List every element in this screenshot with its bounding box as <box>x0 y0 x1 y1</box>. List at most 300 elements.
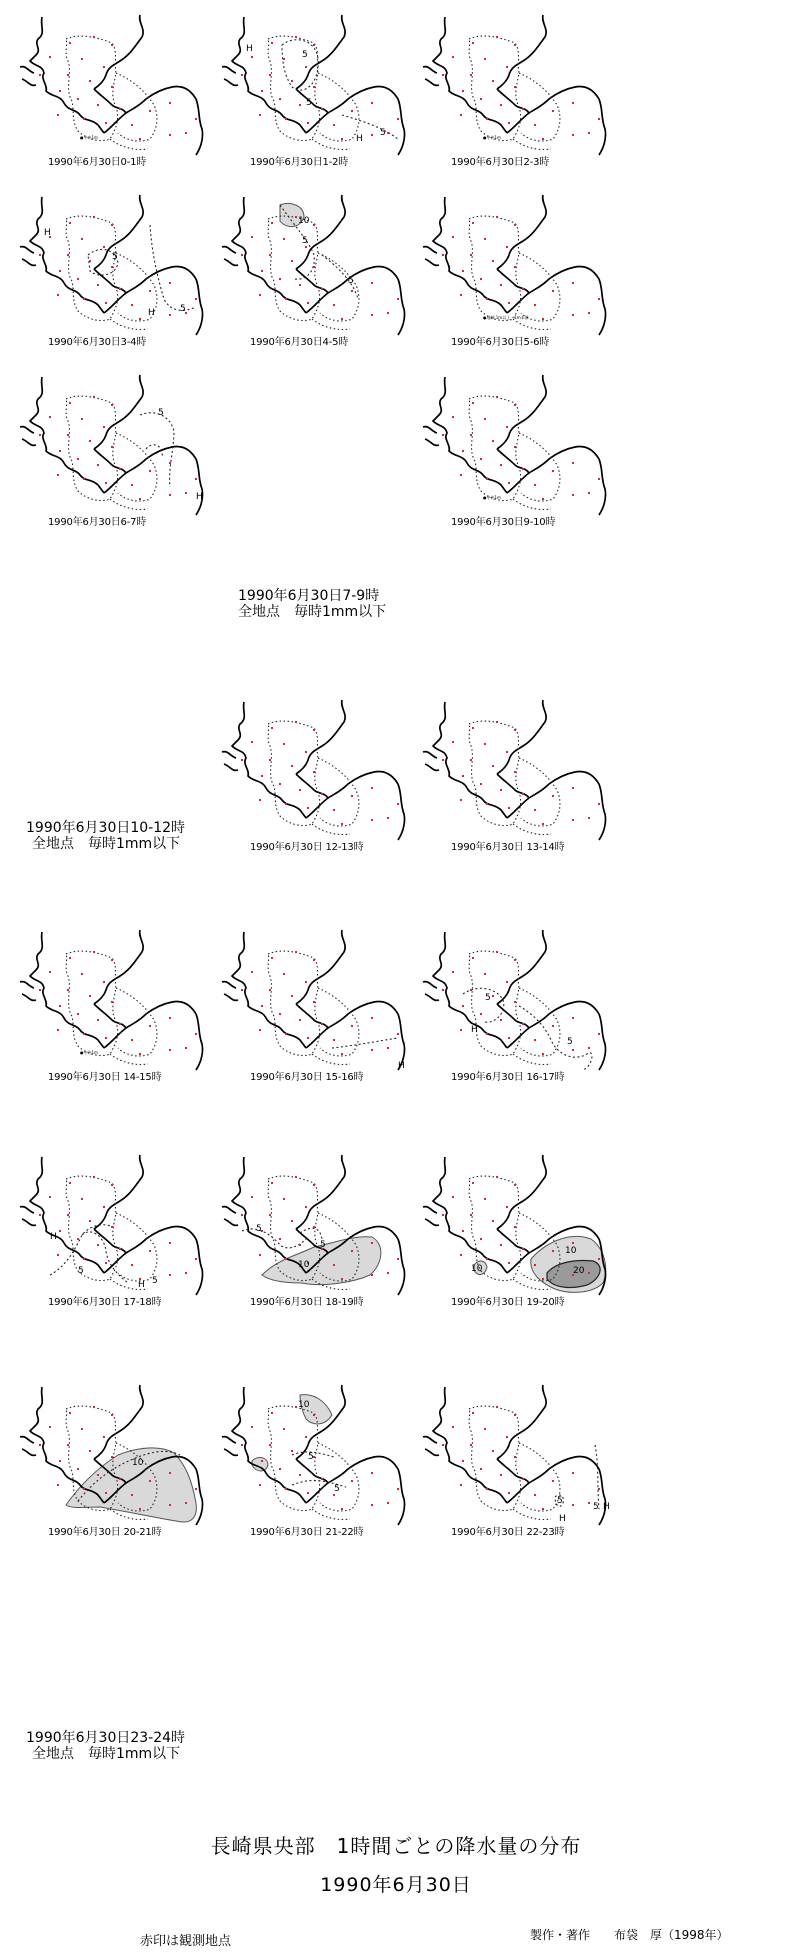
station-marker <box>39 434 41 436</box>
coastline <box>497 375 546 449</box>
map-svg <box>20 195 220 355</box>
panel-caption: 1990年6月30日9-10時 <box>451 517 556 528</box>
high-mark: H <box>398 1061 405 1071</box>
no-rain-note-23-24 <box>26 1730 185 1762</box>
coastline <box>497 195 546 269</box>
map-panel-9-10 <box>423 375 623 535</box>
station-marker <box>506 981 508 983</box>
station-marker <box>462 775 464 777</box>
station-marker <box>59 90 61 92</box>
coastline <box>423 752 439 771</box>
no-rain-note-10-12-date: 1990年6月30日10-12時 <box>26 820 186 836</box>
station-marker <box>500 104 502 106</box>
station-marker <box>105 1037 107 1039</box>
credit-line: 製作・著作 布袋 厚（1998年） <box>530 1928 729 1942</box>
coastline <box>423 247 439 266</box>
station-marker <box>598 803 600 805</box>
station-marker <box>598 1488 600 1490</box>
station-marker <box>534 124 536 126</box>
station-marker <box>452 971 454 973</box>
coastline <box>306 1002 405 1071</box>
station-marker <box>241 759 243 761</box>
station-marker <box>139 498 141 500</box>
station-marker <box>514 1001 516 1003</box>
map-panel-17-18 <box>20 1155 220 1315</box>
station-marker <box>442 759 444 761</box>
station-marker <box>514 1414 516 1416</box>
station-marker <box>111 1001 113 1003</box>
station-marker <box>285 1258 287 1260</box>
station-marker <box>83 1033 85 1035</box>
station-marker <box>506 66 508 68</box>
station-marker <box>522 1478 524 1480</box>
coastline <box>94 89 126 113</box>
station-marker <box>97 104 99 106</box>
map-panel-2-3 <box>423 15 623 175</box>
panel-caption: 1990年6月30日1-2時 <box>250 157 349 168</box>
station-marker <box>49 56 51 58</box>
station-marker <box>351 290 353 292</box>
station-marker <box>397 1033 399 1035</box>
station-marker <box>542 1508 544 1510</box>
station-marker <box>271 222 273 224</box>
station-marker <box>514 1456 516 1458</box>
district-boundary <box>110 139 148 150</box>
map-panel-13-14 <box>423 700 623 860</box>
coastline <box>94 1155 143 1229</box>
station-marker <box>169 1472 171 1474</box>
isohyet-label: 10 <box>298 1260 310 1270</box>
station-marker <box>291 765 293 767</box>
station-marker <box>480 98 482 100</box>
station-marker <box>103 1436 105 1438</box>
map-panel-6-7 <box>20 375 220 535</box>
max-station-note: ●中央1m <box>483 135 501 140</box>
coastline <box>306 267 405 336</box>
coastline <box>497 1229 529 1253</box>
station-marker <box>460 1484 462 1486</box>
coastline <box>423 1207 439 1226</box>
coastline <box>94 1004 126 1028</box>
station-marker <box>59 1230 61 1232</box>
map-svg <box>222 930 422 1090</box>
station-marker <box>305 981 307 983</box>
station-marker <box>462 1460 464 1462</box>
district-boundary <box>110 319 148 330</box>
station-marker <box>472 1182 474 1184</box>
station-marker <box>59 1005 61 1007</box>
station-marker <box>371 1017 373 1019</box>
station-marker <box>514 266 516 268</box>
station-marker <box>111 959 113 961</box>
district-boundary <box>469 1406 521 1511</box>
map-svg <box>222 1385 422 1545</box>
station-marker <box>442 1214 444 1216</box>
map-panel-5-6 <box>423 195 623 355</box>
station-marker <box>371 787 373 789</box>
station-marker <box>484 418 486 420</box>
station-marker <box>371 1472 373 1474</box>
station-marker <box>271 42 273 44</box>
coastline <box>497 15 546 89</box>
isohyet-label: 5 <box>256 1224 262 1234</box>
station-marker <box>351 1480 353 1482</box>
station-marker <box>81 1198 83 1200</box>
station-marker <box>572 102 574 104</box>
coastline <box>497 774 529 798</box>
station-marker <box>496 951 498 953</box>
isohyet-label: 10 <box>565 1246 577 1256</box>
station-marker <box>169 134 171 136</box>
station-marker <box>83 298 85 300</box>
station-marker <box>57 474 59 476</box>
district-boundary <box>469 36 521 141</box>
station-marker <box>500 1474 502 1476</box>
isohyet-label: 5 <box>152 1276 158 1286</box>
station-marker <box>460 294 462 296</box>
station-marker <box>283 973 285 975</box>
max-station-note: ●中央1m <box>80 135 98 140</box>
station-marker <box>131 1494 133 1496</box>
coastline <box>507 267 606 336</box>
station-marker <box>442 434 444 436</box>
station-marker <box>241 989 243 991</box>
station-marker <box>285 298 287 300</box>
station-marker <box>333 1494 335 1496</box>
station-marker <box>514 44 516 46</box>
station-marker <box>139 138 141 140</box>
station-marker <box>291 260 293 262</box>
station-marker <box>321 108 323 110</box>
isohyet-label: 5 <box>158 408 164 418</box>
station-marker <box>313 266 315 268</box>
map-panel-3-4 <box>20 195 220 355</box>
station-marker <box>105 1262 107 1264</box>
station-marker <box>480 1238 482 1240</box>
station-marker <box>397 298 399 300</box>
station-marker <box>506 1206 508 1208</box>
station-marker <box>139 318 141 320</box>
station-marker <box>522 793 524 795</box>
station-marker <box>496 36 498 38</box>
no-rain-note-7-9-date: 1990年6月30日7-9時 <box>238 588 380 604</box>
station-marker <box>169 282 171 284</box>
station-marker <box>111 86 113 88</box>
station-marker <box>470 254 472 256</box>
station-marker <box>103 981 105 983</box>
panel-caption: 1990年6月30日6-7時 <box>48 517 147 528</box>
station-marker <box>542 318 544 320</box>
station-marker <box>492 440 494 442</box>
isohyet-label: 5 <box>320 1240 326 1250</box>
station-marker <box>83 478 85 480</box>
station-marker <box>514 1184 516 1186</box>
station-marker <box>131 304 133 306</box>
station-marker <box>572 282 574 284</box>
station-marker <box>305 66 307 68</box>
station-marker <box>462 1230 464 1232</box>
station-marker <box>307 807 309 809</box>
no-rain-note-10-12 <box>26 820 185 852</box>
station-marker <box>149 110 151 112</box>
station-marker <box>195 478 197 480</box>
station-marker <box>105 302 107 304</box>
station-marker <box>131 484 133 486</box>
district-boundary <box>66 1176 118 1281</box>
station-marker <box>496 1176 498 1178</box>
station-marker <box>313 224 315 226</box>
coastline <box>497 89 529 113</box>
station-marker <box>285 118 287 120</box>
station-marker <box>251 741 253 743</box>
station-marker <box>89 260 91 262</box>
station-marker <box>486 478 488 480</box>
station-marker <box>261 90 263 92</box>
station-marker <box>305 751 307 753</box>
station-marker <box>169 314 171 316</box>
station-marker <box>307 1037 309 1039</box>
station-marker <box>283 238 285 240</box>
coastline <box>20 247 36 266</box>
station-marker <box>269 254 271 256</box>
station-marker <box>69 222 71 224</box>
district-boundary <box>513 139 551 150</box>
station-marker <box>59 450 61 452</box>
station-marker <box>269 759 271 761</box>
station-marker <box>169 1017 171 1019</box>
map-svg <box>20 1155 220 1315</box>
station-marker <box>333 124 335 126</box>
isohyet-line <box>282 40 318 90</box>
station-marker <box>195 118 197 120</box>
isohyet-label: 5 <box>334 1484 340 1494</box>
station-marker <box>283 1428 285 1430</box>
panel-caption: 1990年6月30日 16-17時 <box>451 1072 565 1083</box>
station-marker <box>470 1214 472 1216</box>
station-marker <box>185 1502 187 1504</box>
station-marker <box>514 1226 516 1228</box>
station-marker <box>588 492 590 494</box>
station-marker <box>283 743 285 745</box>
station-marker <box>371 282 373 284</box>
station-marker <box>321 1478 323 1480</box>
coastline <box>222 1437 238 1456</box>
station-marker <box>387 1272 389 1274</box>
station-marker <box>139 1053 141 1055</box>
station-marker <box>397 1258 399 1260</box>
station-marker <box>149 1250 151 1252</box>
isohyet-label: 10 <box>471 1264 483 1274</box>
station-marker <box>261 1460 263 1462</box>
station-marker <box>67 74 69 76</box>
panel-caption: 1990年6月30日 18-19時 <box>250 1297 364 1308</box>
station-marker <box>460 114 462 116</box>
station-marker <box>333 809 335 811</box>
coastline <box>306 772 405 841</box>
station-marker <box>371 314 373 316</box>
isohyet-line <box>519 1006 592 1070</box>
station-marker <box>387 1502 389 1504</box>
station-marker <box>486 1258 488 1260</box>
coastline <box>507 447 606 516</box>
isohyet-label: 5 <box>302 236 308 246</box>
station-marker <box>506 246 508 248</box>
station-marker <box>111 1414 113 1416</box>
station-marker <box>69 42 71 44</box>
station-marker <box>492 260 494 262</box>
station-marker <box>572 1049 574 1051</box>
station-marker <box>572 819 574 821</box>
station-marker <box>77 458 79 460</box>
station-marker <box>598 1033 600 1035</box>
map-svg <box>222 195 422 355</box>
station-marker <box>291 80 293 82</box>
district-boundary <box>513 499 551 510</box>
page-date: 1990年6月30日 <box>320 1874 472 1896</box>
station-marker <box>149 470 151 472</box>
district-boundary <box>268 216 320 321</box>
station-marker <box>59 270 61 272</box>
station-marker <box>111 44 113 46</box>
station-marker <box>321 793 323 795</box>
district-boundary <box>312 824 350 835</box>
no-rain-note-23-24-text: 全地点 毎時1mm以下 <box>32 1746 181 1762</box>
station-marker <box>333 1264 335 1266</box>
station-marker <box>111 1456 113 1458</box>
station-marker <box>259 114 261 116</box>
station-marker <box>93 951 95 953</box>
district-boundary <box>513 319 551 330</box>
station-marker <box>472 957 474 959</box>
isohyet-line <box>140 413 174 487</box>
station-marker <box>500 789 502 791</box>
station-marker <box>169 1504 171 1506</box>
station-marker <box>472 222 474 224</box>
station-marker <box>295 951 297 953</box>
station-marker <box>89 1220 91 1222</box>
station-marker <box>285 1488 287 1490</box>
coastline <box>497 1004 529 1028</box>
station-marker <box>452 1426 454 1428</box>
station-marker <box>261 1005 263 1007</box>
station-marker <box>59 1460 61 1462</box>
station-marker <box>259 1484 261 1486</box>
station-marker <box>387 1047 389 1049</box>
station-marker <box>514 771 516 773</box>
station-marker <box>111 266 113 268</box>
district-boundary <box>268 951 320 1056</box>
station-marker <box>69 957 71 959</box>
station-marker <box>552 1025 554 1027</box>
station-marker <box>572 494 574 496</box>
station-marker <box>81 1428 83 1430</box>
station-marker <box>442 989 444 991</box>
station-marker <box>305 1436 307 1438</box>
station-marker <box>371 1274 373 1276</box>
panel-caption: 1990年6月30日 20-21時 <box>48 1527 162 1538</box>
station-marker <box>105 482 107 484</box>
station-marker <box>472 42 474 44</box>
map-panel-19-20 <box>423 1155 623 1315</box>
map-svg <box>222 1155 422 1315</box>
station-marker <box>119 108 121 110</box>
station-marker <box>77 1013 79 1015</box>
station-marker <box>506 1436 508 1438</box>
isohyet-label: 5 <box>567 1037 573 1047</box>
station-marker <box>295 216 297 218</box>
district-boundary <box>66 396 118 501</box>
station-marker <box>69 1182 71 1184</box>
coastline <box>94 1229 126 1253</box>
district-boundary <box>312 319 350 330</box>
high-mark: H <box>44 228 51 238</box>
station-marker <box>279 783 281 785</box>
station-marker <box>534 484 536 486</box>
district-boundary <box>66 216 118 321</box>
station-marker <box>442 74 444 76</box>
map-svg <box>20 1385 220 1545</box>
station-marker <box>371 1504 373 1506</box>
panel-caption: 1990年6月30日0-1時 <box>48 157 147 168</box>
station-marker <box>470 759 472 761</box>
coastline <box>306 87 405 156</box>
station-marker <box>279 1013 281 1015</box>
station-marker <box>69 1412 71 1414</box>
station-marker <box>279 98 281 100</box>
station-marker <box>598 298 600 300</box>
station-marker <box>472 402 474 404</box>
station-marker <box>81 973 83 975</box>
station-marker <box>295 36 297 38</box>
station-marker <box>492 995 494 997</box>
station-marker <box>195 1033 197 1035</box>
station-marker <box>105 1492 107 1494</box>
station-marker <box>588 1047 590 1049</box>
station-marker <box>97 284 99 286</box>
isohyet-label: 5 <box>180 304 186 314</box>
station-marker <box>371 102 373 104</box>
station-marker <box>572 1504 574 1506</box>
map-svg <box>423 1385 623 1545</box>
station-marker <box>299 1474 301 1476</box>
station-marker <box>259 294 261 296</box>
isohyet-label: 5 <box>593 1502 599 1512</box>
district-boundary <box>513 1509 551 1520</box>
station-marker <box>387 132 389 134</box>
coastline <box>94 375 143 449</box>
panel-caption: 1990年6月30日 22-23時 <box>451 1527 565 1538</box>
station-marker <box>83 118 85 120</box>
panel-caption: 1990年6月30日 15-16時 <box>250 1072 364 1083</box>
station-marker <box>285 1033 287 1035</box>
station-marker <box>387 817 389 819</box>
station-marker <box>313 771 315 773</box>
panel-caption: 1990年6月30日 17-18時 <box>48 1297 162 1308</box>
isohyet-label: 10 <box>132 1458 144 1468</box>
station-marker <box>131 124 133 126</box>
high-mark: H <box>559 1514 566 1524</box>
coastline <box>497 269 529 293</box>
station-marker <box>39 1214 41 1216</box>
station-marker <box>119 1478 121 1480</box>
station-marker <box>534 809 536 811</box>
panel-caption: 1990年6月30日2-3時 <box>451 157 550 168</box>
station-marker <box>480 783 482 785</box>
map-svg <box>423 195 623 355</box>
coastline <box>20 982 36 1001</box>
station-marker <box>89 995 91 997</box>
station-marker <box>67 989 69 991</box>
